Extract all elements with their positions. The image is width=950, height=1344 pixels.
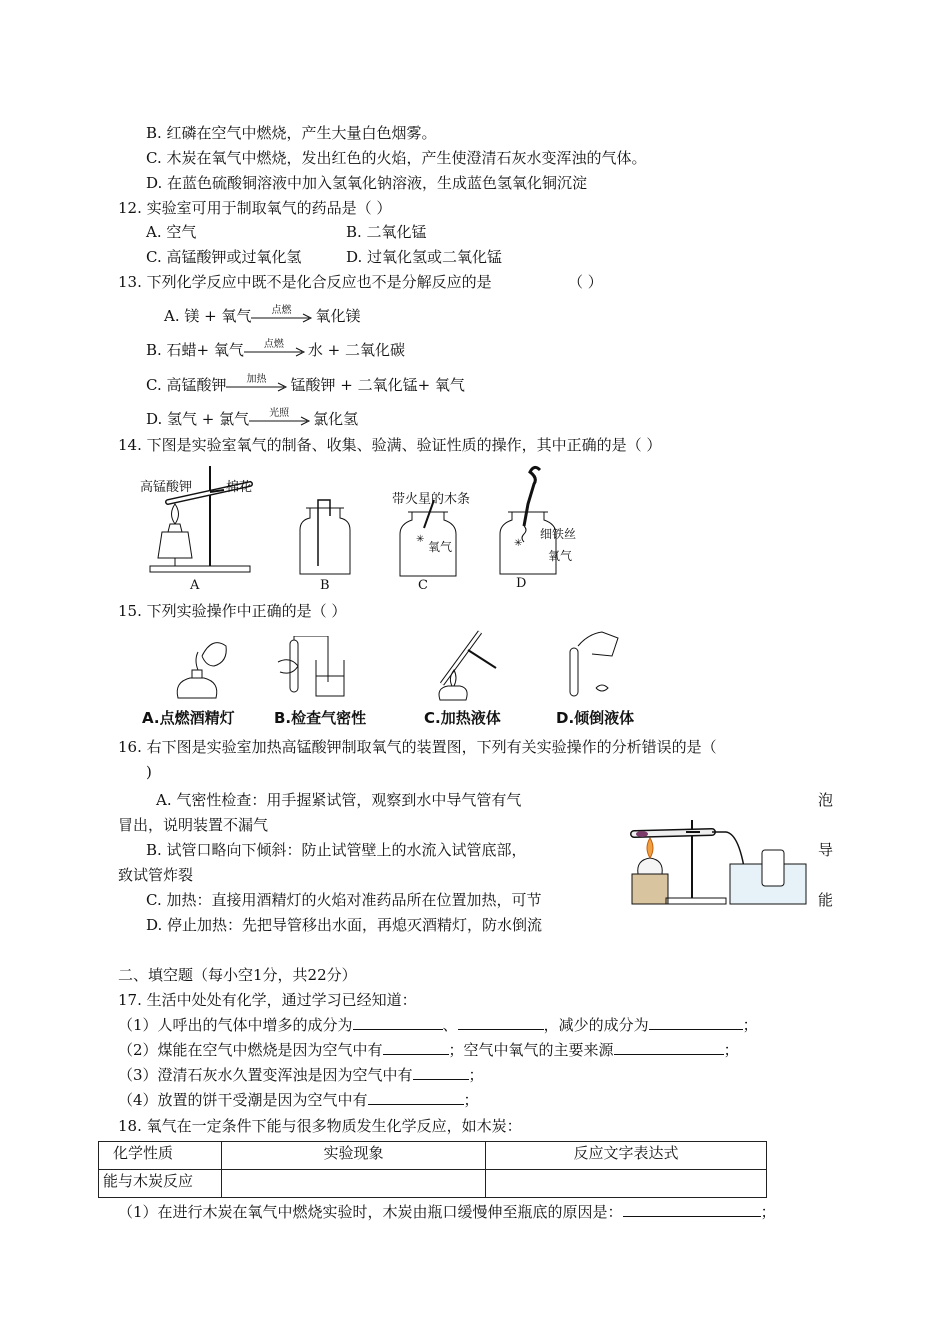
reactants: C. 高锰酸钾	[146, 376, 227, 394]
label-glowing-splint: 带火星的木条	[392, 492, 471, 507]
label-potassium-permanganate: 高锰酸钾	[140, 480, 193, 495]
figure-label-a: A	[190, 578, 200, 593]
products: 锰酸钾 + 二氧化锰+ 氧气	[290, 376, 465, 394]
caption-light-lamp: A.点燃酒精灯	[142, 709, 235, 727]
q12-option-b: B. 二氧化锰	[346, 223, 427, 241]
q17-part2-text2: ；空气中氧气的主要来源	[448, 1041, 614, 1059]
q16-stem-close: )	[146, 763, 152, 781]
q12-option-a: A. 空气	[146, 223, 197, 241]
q11-option-d: D. 在蓝色硫酸铜溶液中加入氢氧化钠溶液，生成蓝色氢氧化铜沉淀	[146, 174, 588, 192]
answer-blank[interactable]	[614, 1040, 724, 1055]
q15-stem: 15. 下列实验操作中正确的是（ ）	[118, 602, 347, 620]
gas-collection-bottle-figure	[296, 496, 356, 576]
answer-blank[interactable]	[623, 1202, 761, 1217]
q17-part1-text: （1）人呼出的气体中增多的成分为	[118, 1016, 353, 1034]
answer-blank[interactable]	[368, 1090, 464, 1105]
table-header-row	[99, 1142, 767, 1170]
svg-text:✳: ✳	[416, 534, 425, 545]
svg-text:✳: ✳	[514, 538, 523, 549]
q12-stem: 12. 实验室可用于制取氧气的药品是（ ）	[118, 199, 392, 217]
q17-part1	[118, 1015, 758, 1035]
q17-part3-text: （3）澄清石灰水久置变浑浊是因为空气中有	[118, 1066, 413, 1084]
header-chemical-property: 化学性质	[99, 1142, 222, 1170]
table-row	[99, 1170, 767, 1198]
reaction-arrow	[244, 341, 308, 361]
reaction-arrow	[226, 376, 290, 396]
q17-part1-text2: ，减少的成分为	[543, 1016, 649, 1034]
header-word-equation: 反应文字表达式	[486, 1142, 767, 1170]
oxygen-preparation-apparatus-figure	[630, 820, 810, 906]
q16-option-c-line1: C. 加热：直接用酒精灯的火焰对准药品所在位置加热，可节	[146, 891, 542, 909]
punctuation: ；	[463, 1091, 479, 1109]
figure-label-d: D	[516, 576, 527, 591]
q16-option-b-line2: 致试管炸裂	[118, 866, 194, 884]
punctuation: ；	[760, 1203, 776, 1221]
answer-cell-equation[interactable]	[486, 1170, 767, 1198]
q13-option-c	[146, 375, 465, 396]
label-iron-wire: 细铁丝	[540, 527, 577, 541]
cell-react-with-carbon	[99, 1170, 222, 1198]
q16-option-c-line1-end: 能	[818, 891, 834, 909]
q17-part2-text: （2）煤能在空气中燃烧是因为空气中有	[118, 1041, 383, 1059]
answer-blank[interactable]	[649, 1015, 743, 1030]
answer-blank[interactable]	[353, 1015, 443, 1030]
figure-label-b: B	[320, 578, 330, 593]
q11-option-b: B. 红磷在空气中燃烧，产生大量白色烟雾。	[146, 124, 437, 142]
q18-stem: 18. 氧气在一定条件下能与很多物质发生化学反应，如木炭：	[118, 1117, 522, 1135]
figure-label-c: C	[418, 578, 428, 593]
airtightness-check-figure	[270, 636, 354, 700]
label-oxygen-c: 氧气	[428, 540, 453, 554]
reactants: B. 石蜡+ 氧气	[146, 341, 244, 359]
q14-stem: 14. 下图是实验室氧气的制备、收集、验满、验证性质的操作，其中正确的是（ ）	[118, 436, 662, 454]
q13-option-d	[146, 409, 358, 430]
punctuation: ；	[723, 1041, 739, 1059]
pouring-liquid-figure	[552, 626, 628, 702]
label-cotton: 棉花	[226, 480, 253, 495]
q18-table	[98, 1141, 767, 1198]
q16-option-a-line2: 冒出，说明装置不漏气	[118, 816, 269, 834]
separator: 、	[442, 1016, 458, 1034]
reaction-condition: 加热	[246, 374, 267, 385]
lighting-alcohol-lamp-figure	[168, 632, 232, 702]
q13-stem: 13. 下列化学反应中既不是化合反应也不是分解反应的是	[118, 273, 492, 291]
reaction-arrow	[249, 410, 313, 430]
caption-heat-liquid: C.加热液体	[424, 709, 501, 727]
label-oxygen-d: 氧气	[548, 549, 573, 563]
q13-answer-paren: （ ）	[568, 273, 603, 291]
products: 氯化氢	[313, 410, 359, 428]
header-experimental-phenomenon: 实验现象	[222, 1142, 486, 1170]
caption-pour-liquid: D.倾倒液体	[556, 709, 635, 727]
q17-part4	[118, 1090, 479, 1110]
section-2-title: 二、填空题（每小空1分，共22分）	[118, 966, 357, 984]
answer-cell-phenomenon[interactable]	[222, 1170, 486, 1198]
caption-check-airtightness: B.检查气密性	[274, 709, 367, 727]
q18-part1	[118, 1202, 776, 1222]
q13-option-a	[164, 306, 361, 327]
q18-part1-text: （1）在进行木炭在氧气中燃烧实验时，木炭由瓶口缓慢伸至瓶底的原因是：	[118, 1203, 623, 1221]
q16-option-a-line1-end: 泡	[818, 791, 834, 809]
answer-blank[interactable]	[413, 1065, 469, 1080]
punctuation: ；	[742, 1016, 758, 1034]
q16-stem: 16. 右下图是实验室加热高锰酸钾制取氧气的装置图，下列有关实验操作的分析错误的是（	[118, 738, 717, 756]
q13-option-b	[146, 340, 405, 361]
punctuation: ；	[468, 1066, 484, 1084]
reaction-condition: 点燃	[271, 305, 292, 316]
q12-option-d: D. 过氧化氢或二氧化锰	[346, 248, 503, 266]
reactants: D. 氢气 + 氯气	[146, 410, 250, 428]
q17-part2	[118, 1040, 739, 1060]
reactants: A. 镁 + 氧气	[164, 307, 252, 325]
cell-text: 能与木炭反应	[103, 1172, 194, 1190]
q17-stem: 17. 生活中处处有化学，通过学习已经知道：	[118, 991, 417, 1009]
q11-option-c: C. 木炭在氧气中燃烧，发出红色的火焰，产生使澄清石灰水变浑浊的气体。	[146, 149, 647, 167]
q16-option-a-line1: A. 气密性检查：用手握紧试管，观察到水中导气管有气	[156, 791, 522, 809]
q16-option-d: D. 停止加热：先把导管移出水面，再熄灭酒精灯，防水倒流	[146, 916, 543, 934]
q16-option-b-line1: B. 试管口略向下倾斜：防止试管壁上的水流入试管底部，	[146, 841, 527, 859]
products: 氧化镁	[315, 307, 361, 325]
products: 水 + 二氧化碳	[307, 341, 406, 359]
q12-option-c: C. 高锰酸钾或过氧化氢	[146, 248, 302, 266]
reaction-arrow	[251, 307, 315, 327]
q16-option-b-line1-end: 导	[818, 841, 834, 859]
q17-part3	[118, 1065, 484, 1085]
answer-blank[interactable]	[383, 1040, 449, 1055]
reaction-condition: 点燃	[263, 339, 284, 350]
answer-blank[interactable]	[458, 1015, 544, 1030]
heating-liquid-figure	[434, 624, 506, 702]
q17-part4-text: （4）放置的饼干受潮是因为空气中有	[118, 1091, 368, 1109]
reaction-condition: 光照	[269, 408, 290, 419]
